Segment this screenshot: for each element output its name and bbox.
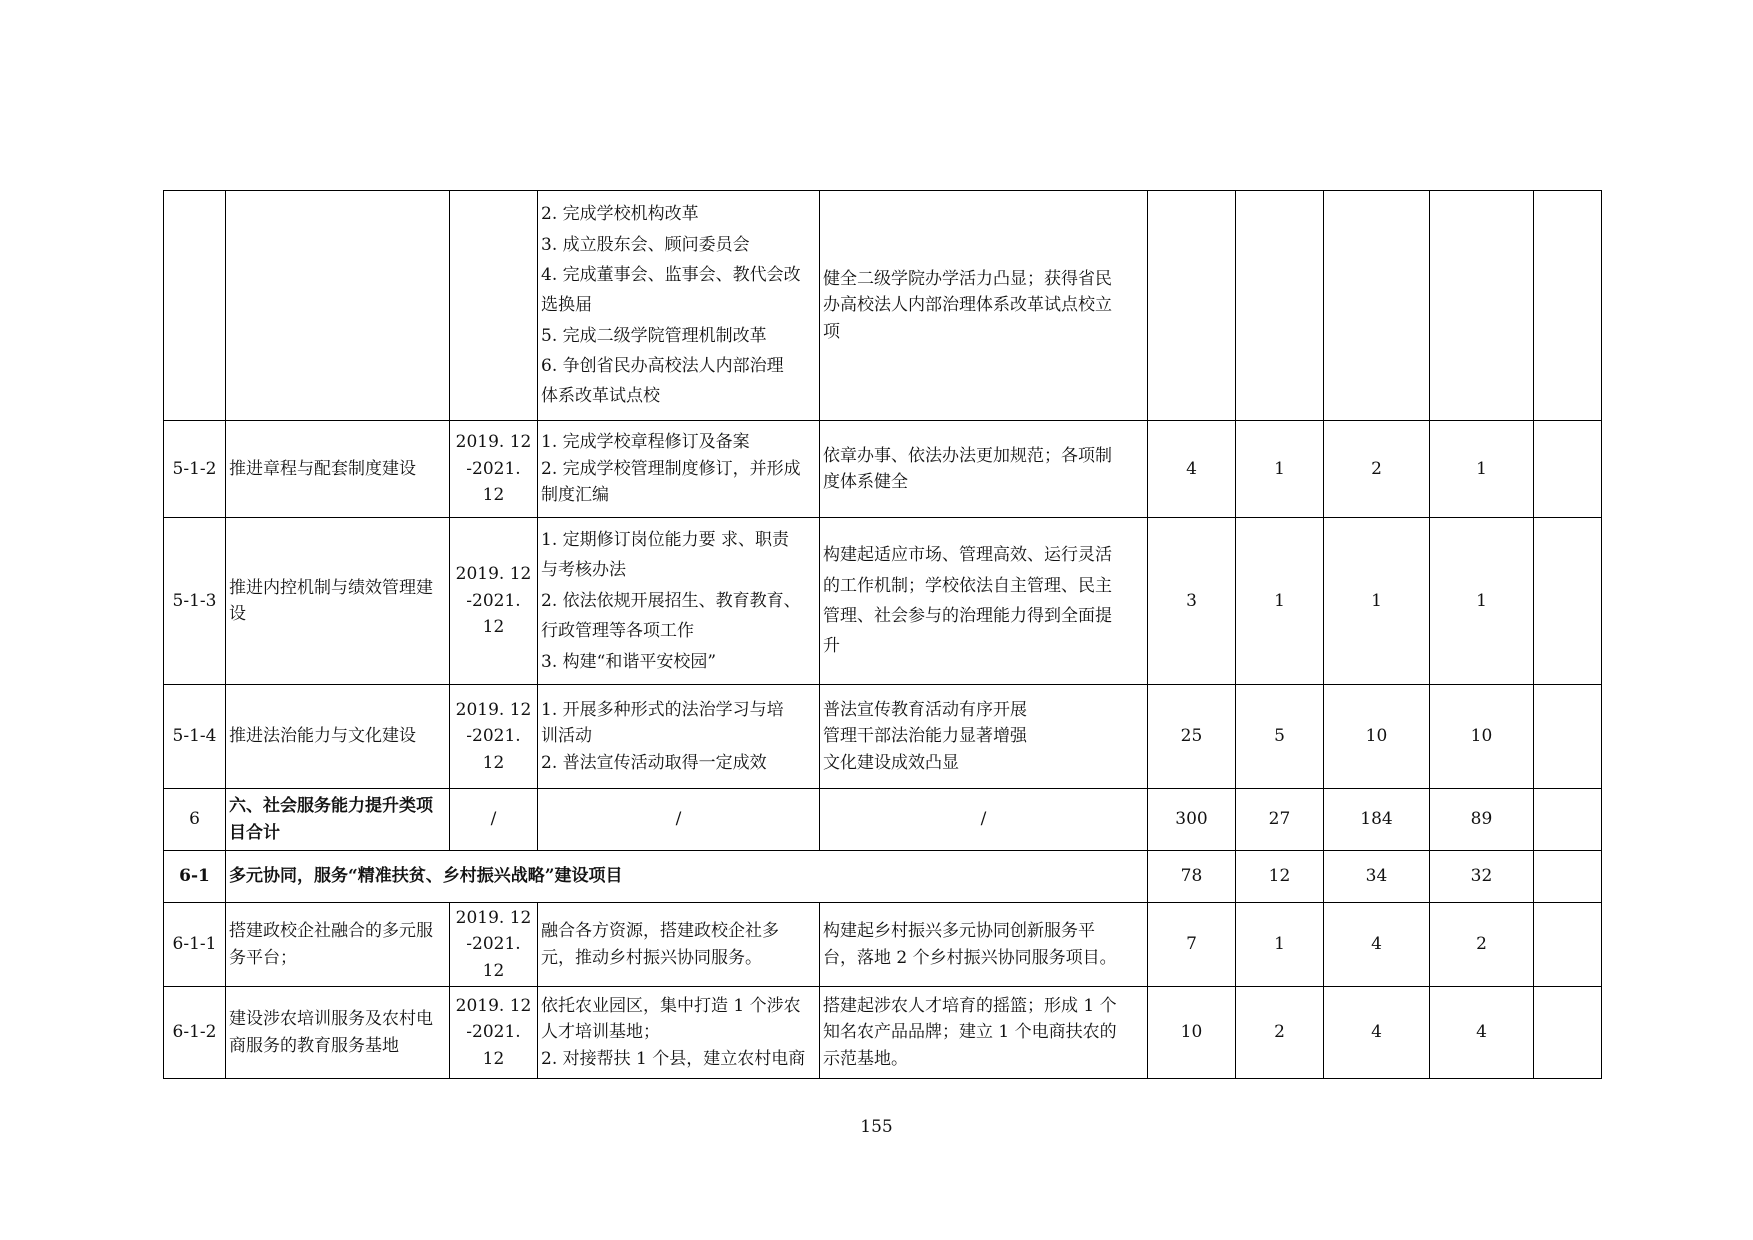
content-line: 5. 完成二级学院管理机制改革: [541, 325, 767, 346]
cell-note: [1534, 987, 1602, 1079]
cell-name: 推进内控机制与绩效管理建设: [226, 518, 450, 685]
cell-year-3: 32: [1430, 851, 1534, 903]
cell-name: 搭建政校企社融合的多元服务平台；: [226, 903, 450, 987]
cell-total: 3: [1148, 518, 1236, 685]
cell-name: [226, 191, 450, 421]
cell-year-2: 4: [1324, 903, 1430, 987]
cell-year-3: 1: [1430, 421, 1534, 518]
cell-total: [1148, 191, 1236, 421]
cell-total: 4: [1148, 421, 1236, 518]
cell-total: 25: [1148, 685, 1236, 789]
cell-year-3: 4: [1430, 987, 1534, 1079]
cell-year-2: 34: [1324, 851, 1430, 903]
cell-year-1: 12: [1236, 851, 1324, 903]
content-line: 依托农业园区，集中打造 1 个涉农: [541, 996, 801, 1017]
cell-period: [450, 191, 538, 421]
cell-note: [1534, 518, 1602, 685]
cell-name: 推进章程与配套制度建设: [226, 421, 450, 518]
content-line: 6. 争创省民办高校法人内部治理: [541, 356, 784, 377]
content-line: 3. 构建“和谐平安校园”: [541, 651, 717, 672]
effect-line: 文化建设成效凸显: [823, 752, 959, 773]
cell-period: [450, 903, 538, 987]
cell-project-title: 多元协同，服务“精准扶贫、乡村振兴战略”建设项目: [226, 851, 1148, 903]
cell-effect: /: [820, 789, 1148, 851]
cell-year-1: 1: [1236, 903, 1324, 987]
cell-note: [1534, 685, 1602, 789]
effect-line: 升: [823, 636, 840, 657]
effect-line: 台，落地 2 个乡村振兴协同服务项目。: [823, 947, 1117, 968]
cell-no: 5-1-2: [164, 421, 226, 518]
cell-note: [1534, 421, 1602, 518]
cell-effect: [820, 685, 1148, 789]
cell-year-3: 1: [1430, 518, 1534, 685]
effect-line: 度体系健全: [823, 472, 908, 492]
content-line: 1. 定期修订岗位能力要 求、职责: [541, 530, 790, 551]
cell-period: [450, 987, 538, 1079]
content-line: 与考核办法: [541, 560, 626, 581]
cell-note: [1534, 851, 1602, 903]
effect-line: 搭建起涉农人才培育的摇篮；形成 1 个: [823, 996, 1117, 1017]
cell-year-3: 2: [1430, 903, 1534, 987]
content-line: 融合各方资源，搭建政校企社多: [541, 921, 779, 942]
content-line: 2. 对接帮扶 1 个县，建立农村电商: [541, 1048, 806, 1069]
table-row: [164, 685, 1602, 789]
cell-effect: [820, 421, 1148, 518]
table-row: [164, 191, 1602, 421]
cell-year-3: [1430, 191, 1534, 421]
table-row: [164, 851, 1602, 903]
period-end: -2021. 12: [466, 458, 521, 506]
effect-line: 构建起适应市场、管理高效、运行灵活: [823, 545, 1112, 566]
content-line: 3. 成立股东会、顾问委员会: [541, 234, 750, 255]
cell-total: 10: [1148, 987, 1236, 1079]
effect-line: 普法宣传教育活动有序开展: [823, 699, 1027, 720]
cell-year-3: 10: [1430, 685, 1534, 789]
content-line: 2. 完成学校机构改革: [541, 204, 699, 225]
period-end: -2021. 12: [466, 590, 521, 638]
content-line: 1. 完成学校章程修订及备案: [541, 432, 750, 453]
cell-name: 推进法治能力与文化建设: [226, 685, 450, 789]
effect-line: 示范基地。: [823, 1048, 908, 1069]
effect-line: 项: [823, 321, 840, 342]
cell-content: [538, 518, 820, 685]
period-end: -2021. 12: [466, 726, 521, 773]
cell-year-1: [1236, 191, 1324, 421]
cell-no: 5-1-4: [164, 685, 226, 789]
cell-year-1: 27: [1236, 789, 1324, 851]
content-line: 元，推动乡村振兴协同服务。: [541, 947, 762, 968]
cell-note: [1534, 191, 1602, 421]
cell-content: [538, 903, 820, 987]
cell-total: 7: [1148, 903, 1236, 987]
cell-total: 300: [1148, 789, 1236, 851]
cell-no: 6-1-1: [164, 903, 226, 987]
cell-effect: [820, 987, 1148, 1079]
cell-year-2: 184: [1324, 789, 1430, 851]
cell-period: [450, 685, 538, 789]
content-line: 2. 依法依规开展招生、教育教育、: [541, 590, 801, 611]
cell-total: 78: [1148, 851, 1236, 903]
cell-no: 6-1-2: [164, 987, 226, 1079]
table-row: [164, 987, 1602, 1079]
cell-year-1: 2: [1236, 987, 1324, 1079]
cell-year-2: 1: [1324, 518, 1430, 685]
table-row: [164, 421, 1602, 518]
cell-effect: [820, 191, 1148, 421]
cell-year-2: [1324, 191, 1430, 421]
project-budget-table: [163, 190, 1602, 1079]
effect-line: 的工作机制；学校依法自主管理、民主: [823, 575, 1112, 596]
cell-year-1: 5: [1236, 685, 1324, 789]
cell-year-2: 4: [1324, 987, 1430, 1079]
cell-period: [450, 421, 538, 518]
cell-period: /: [450, 789, 538, 851]
cell-year-2: 10: [1324, 685, 1430, 789]
cell-effect: [820, 903, 1148, 987]
period-start: 2019. 12: [455, 908, 532, 928]
period-end: -2021. 12: [466, 934, 521, 981]
content-line: 2. 普法宣传活动取得一定成效: [541, 752, 767, 773]
cell-no: 6-1: [164, 851, 226, 903]
cell-period: [450, 518, 538, 685]
content-line: 2. 完成学校管理制度修订，并形成: [541, 458, 801, 479]
period-start: 2019. 12: [455, 996, 532, 1017]
table-row: [164, 518, 1602, 685]
cell-effect: [820, 518, 1148, 685]
cell-content: [538, 685, 820, 789]
content-line: 人才培训基地；: [541, 1022, 660, 1043]
period-end: -2021. 12: [466, 1022, 521, 1069]
content-line: 选换届: [541, 295, 592, 316]
cell-note: [1534, 789, 1602, 851]
period-start: 2019. 12: [455, 699, 532, 720]
effect-line: 管理、社会参与的治理能力得到全面提: [823, 606, 1112, 626]
page-number: 155: [860, 1117, 893, 1137]
cell-name: 建设涉农培训服务及农村电商服务的教育服务基地: [226, 987, 450, 1079]
cell-year-3: 89: [1430, 789, 1534, 851]
effect-line: 健全二级学院办学活力凸显；获得省民: [823, 268, 1112, 289]
content-line: 4. 完成董事会、监事会、教代会改: [541, 264, 801, 285]
cell-content: [538, 421, 820, 518]
effect-line: 依章办事、依法办法更加规范；各项制: [823, 445, 1112, 466]
content-line: 行政管理等各项工作: [541, 621, 694, 642]
effect-line: 知名农产品品牌；建立 1 个电商扶农的: [823, 1022, 1117, 1043]
cell-content: /: [538, 789, 820, 851]
table-row: [164, 903, 1602, 987]
period-start: 2019. 12: [455, 432, 532, 453]
content-line: 制度汇编: [541, 485, 609, 506]
cell-year-1: 1: [1236, 421, 1324, 518]
cell-name: 六、社会服务能力提升类项目合计: [226, 789, 450, 851]
table-row: [164, 789, 1602, 851]
content-line: 训活动: [541, 726, 592, 747]
cell-no: 5-1-3: [164, 518, 226, 685]
cell-no: 6: [164, 789, 226, 851]
cell-no: [164, 191, 226, 421]
effect-line: 管理干部法治能力显著增强: [823, 726, 1027, 747]
cell-note: [1534, 903, 1602, 987]
effect-line: 构建起乡村振兴多元协同创新服务平: [823, 921, 1095, 942]
period-start: 2019. 12: [455, 564, 532, 585]
cell-year-1: 1: [1236, 518, 1324, 685]
cell-content: [538, 987, 820, 1079]
content-line: 1. 开展多种形式的法治学习与培: [541, 699, 784, 720]
cell-content: [538, 191, 820, 421]
effect-line: 办高校法人内部治理体系改革试点校立: [823, 295, 1112, 316]
content-line: 体系改革试点校: [541, 386, 660, 407]
cell-year-2: 2: [1324, 421, 1430, 518]
